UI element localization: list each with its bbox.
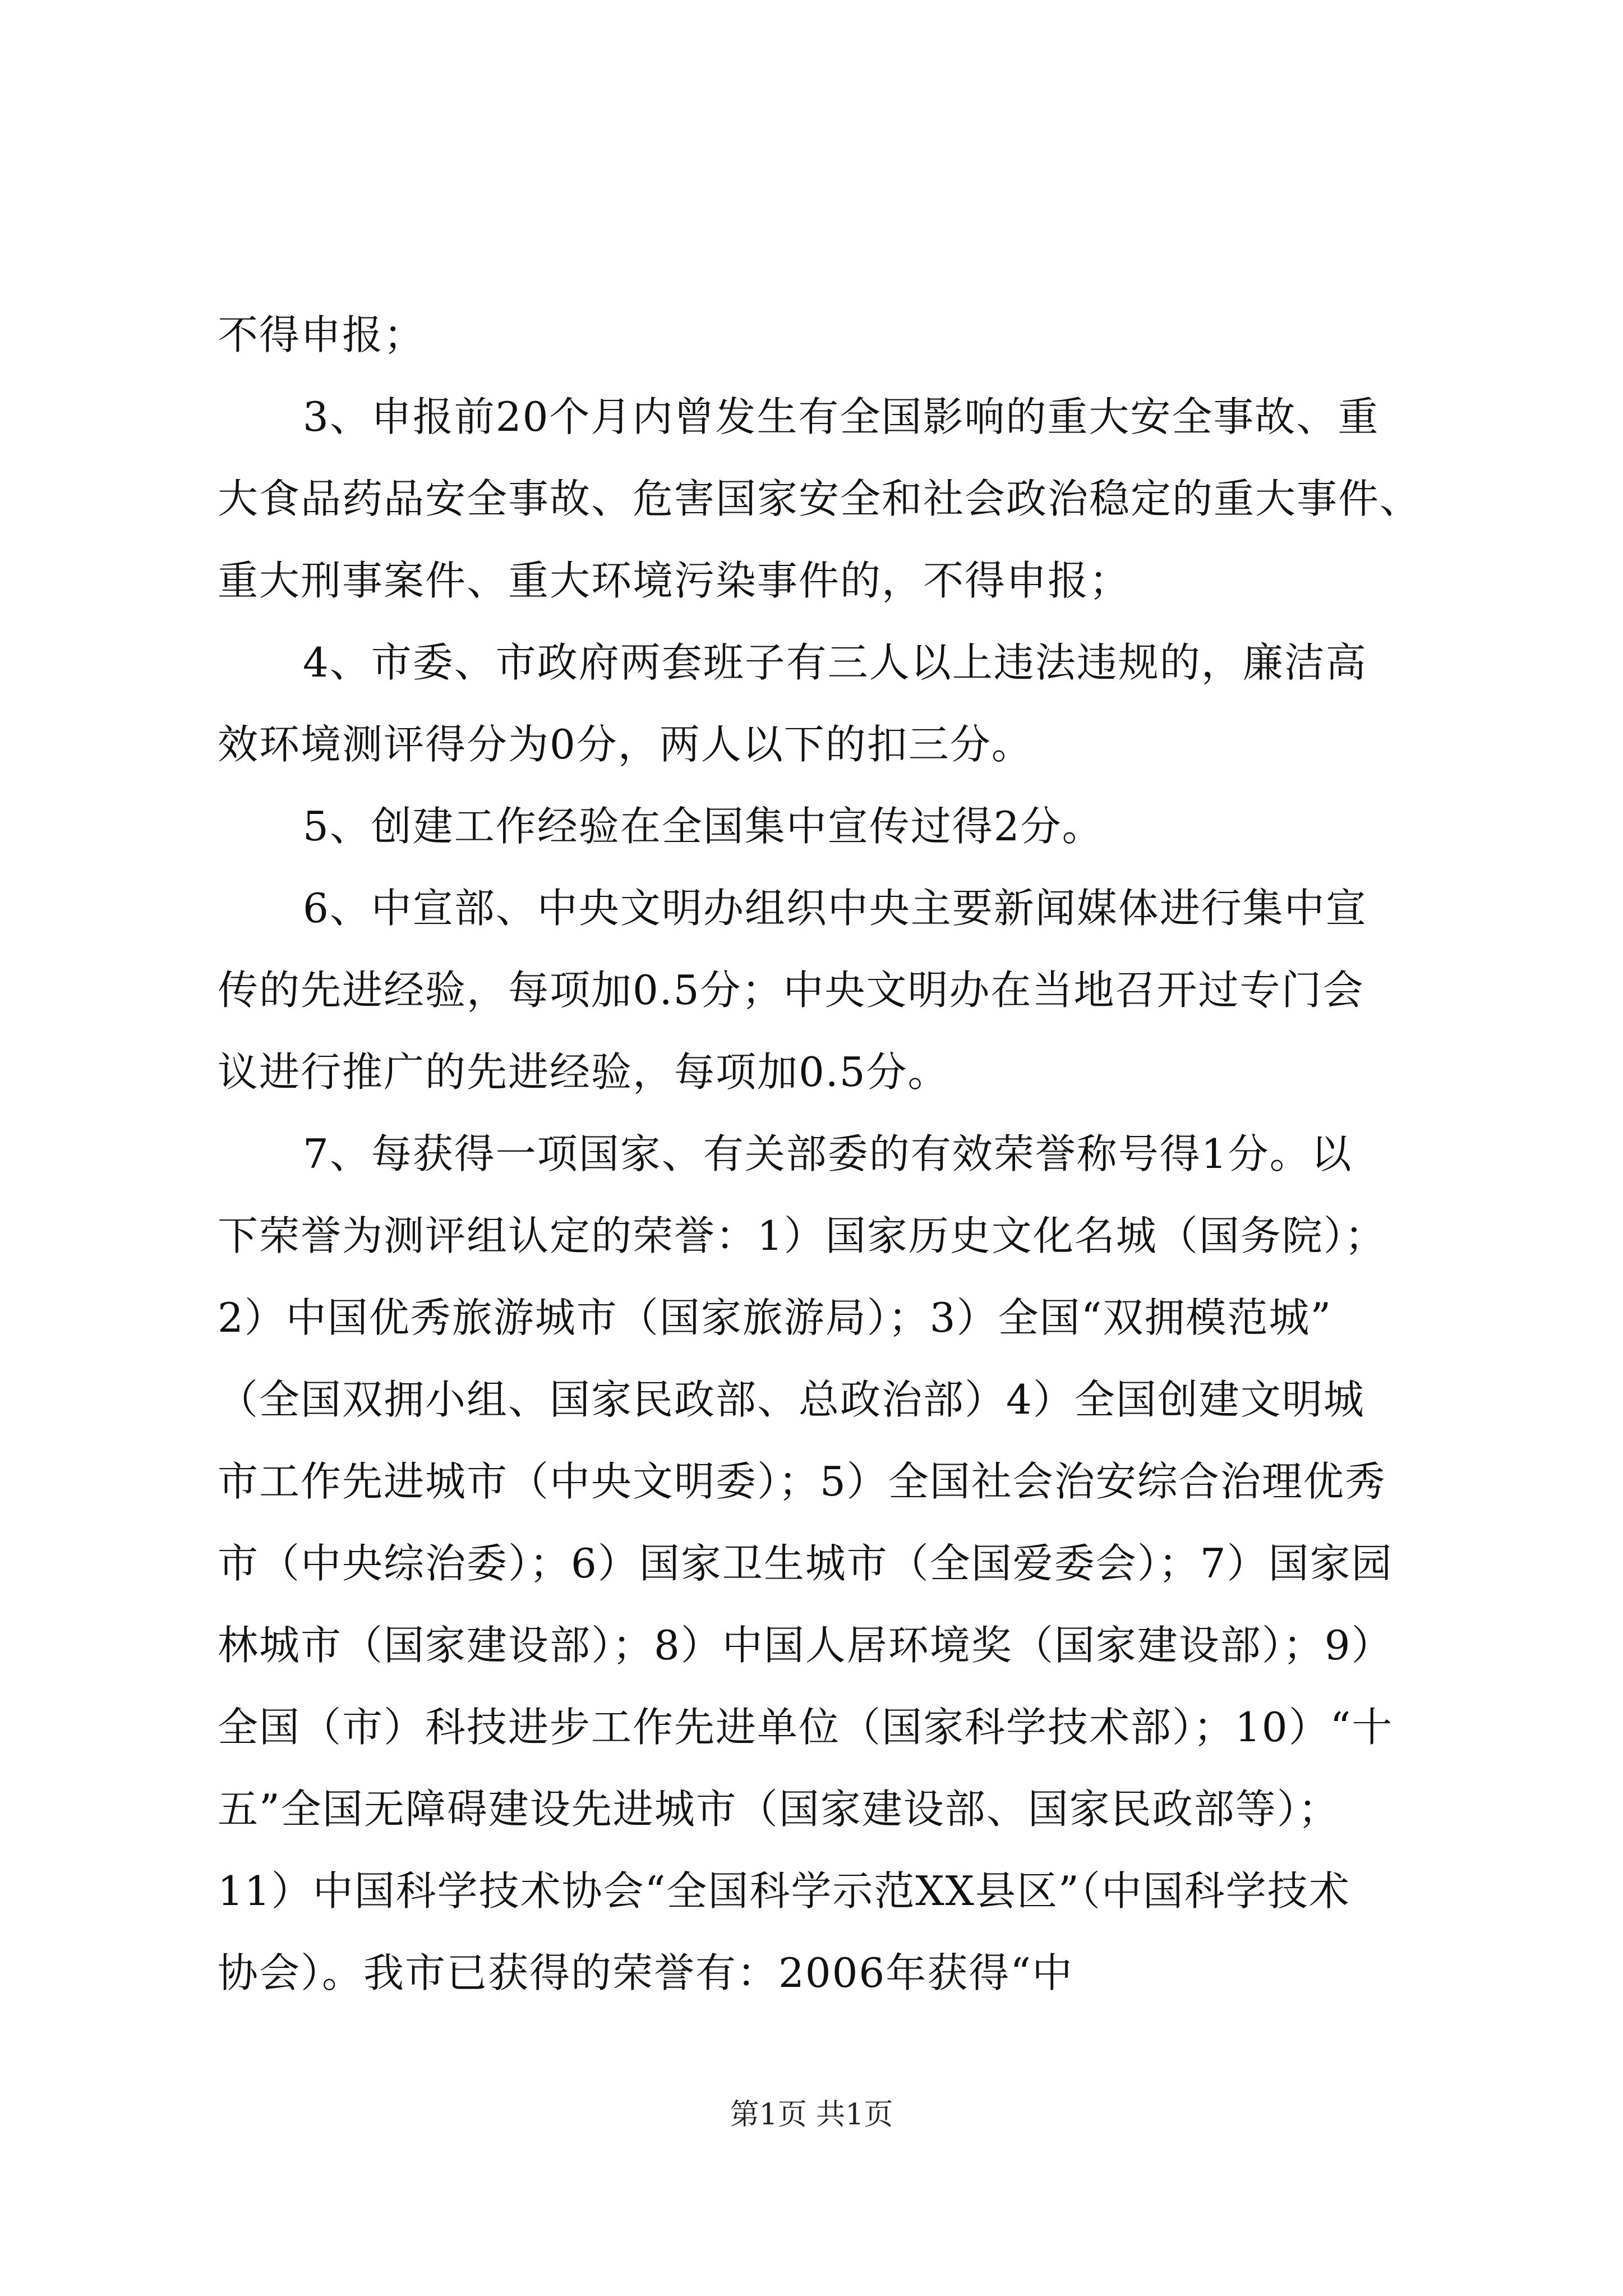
text-line: 4、市委、市政府两套班子有三人以上违法违规的，廉洁高 xyxy=(303,639,1367,686)
text-line: 7、每获得一项国家、有关部委的有效荣誉称号得1分。以 xyxy=(303,1130,1353,1177)
text-line: 五”全国无障碍建设先进城市（国家建设部、国家民政部等）； xyxy=(218,1786,1340,1833)
text-line: 不得申报； xyxy=(218,311,426,358)
text-line: 5、创建工作经验在全国集中宣传过得2分。 xyxy=(303,803,1104,850)
text-line: 效环境测评得分为0分，两人以下的扣三分。 xyxy=(218,721,1033,768)
text-line: 重大刑事案件、重大环境污染事件的，不得申报； xyxy=(218,557,1131,604)
text-line: 全国（市）科技进步工作先进单位（国家科学技术部）；10）“十 xyxy=(218,1704,1394,1751)
text-line: 市工作先进城市（中央文明委）；5）全国社会治安综合治理优秀 xyxy=(218,1458,1386,1505)
text-line: 下荣誉为测评组认定的荣誉：1）国家历史文化名城（国务院）； xyxy=(218,1212,1386,1259)
page-number-footer: 第1页 共1页 xyxy=(730,2098,893,2132)
text-line: 市（中央综治委）；6）国家卫生城市（全国爱委会）；7）国家园 xyxy=(218,1540,1393,1587)
text-line: 林城市（国家建设部）；8）中国人居环境奖（国家建设部）；9） xyxy=(218,1622,1393,1669)
text-line: 2）中国优秀旅游城市（国家旅游局）；3）全国“双拥模范城” xyxy=(218,1294,1332,1341)
text-line: 协会）。我市已获得的荣誉有：2006年获得“中 xyxy=(218,1949,1074,1996)
text-line: （全国双拥小组、国家民政部、总政治部）4）全国创建文明城 xyxy=(218,1376,1365,1423)
text-line: 11）中国科学技术协会“全国科学示范XX县区”（中国科学技术 xyxy=(218,1867,1350,1915)
text-line: 6、中宣部、中央文明办组织中央主要新闻媒体进行集中宣 xyxy=(303,885,1367,932)
text-line: 传的先进经验，每项加0.5分；中央文明办在当地召开过专门会 xyxy=(218,967,1364,1014)
text-line: 大食品药品安全事故、危害国家安全和社会政治稳定的重大事件、 xyxy=(218,475,1422,522)
text-line: 3、申报前20个月内曾发生有全国影响的重大安全事故、重 xyxy=(303,393,1380,440)
text-line: 议进行推广的先进经验，每项加0.5分。 xyxy=(218,1048,949,1096)
